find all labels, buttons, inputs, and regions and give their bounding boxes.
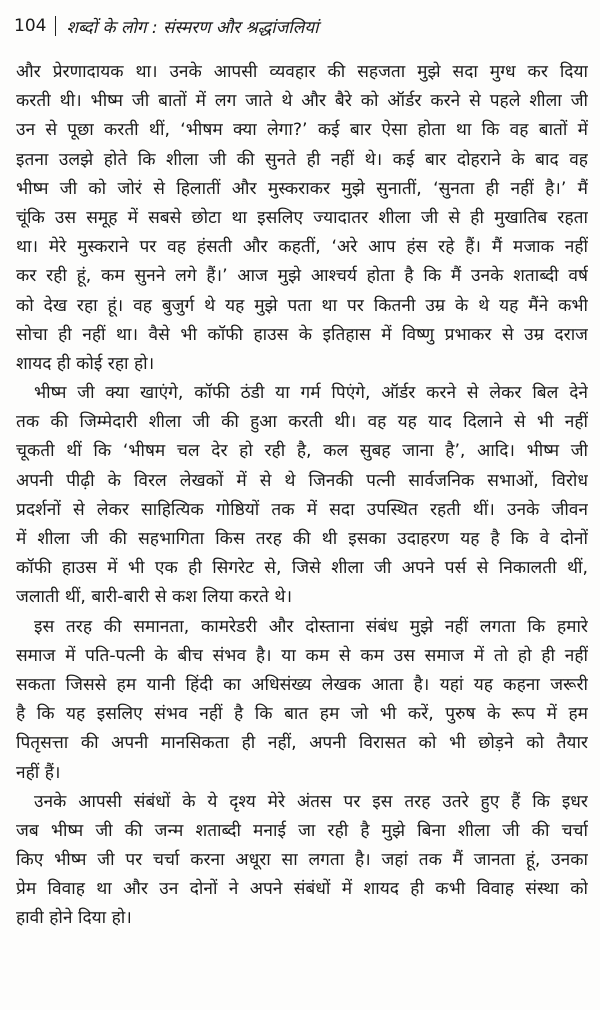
text-line: में शीला जी की सहभागिता किस तरह की थी इसका उदाहरण यह है कि वे दोनों xyxy=(16,529,588,549)
text-line: इस तरह की समानता, कामरेडरी और दोस्ताना संबंध मुझे नहीं लगता कि हमारे xyxy=(34,616,588,637)
text-line: किए भीष्म जी पर चर्चा करना अधूरा सा लगता है। जहां तक मैं जानता हूं, उनका xyxy=(16,850,588,871)
text-line: प्रदर्शनों से लेकर साहित्यिक गोष्ठियों तक में सदा उपस्थित रहती थीं। उनके जीवन xyxy=(16,499,588,520)
text-line: पितृसत्ता की अपनी मानसिकता ही नहीं, अपनी विरासत को भी छोड़ने को तैयार xyxy=(16,733,588,754)
text-line: शायद ही कोई रहा हो। xyxy=(16,353,155,374)
text-line: कर रही हूं, कम सुनने लगे हैं।’ आज मुझे आश्चर्य होता है कि मैं उनके शताब्दी वर्ष xyxy=(16,266,588,287)
paragraph xyxy=(16,58,588,379)
text-line: कॉफी हाउस में भी एक ही सिगरेट से, जिसे शीला जी अपने पर्स से निकालती थीं, xyxy=(16,558,588,579)
text-line: भीष्म जी क्या खाएंगे, कॉफी ठंडी या गर्म पिएंगे, ऑर्डर करने से लेकर बिल देने xyxy=(34,383,588,404)
text-line: इतना उलझे होते कि शीला जी की सुनते ही नहीं थे। कई बार दोहराने के बाद वह xyxy=(16,149,588,170)
text-line: नहीं हैं। xyxy=(16,762,61,783)
text-line: सोचा ही नहीं था। वैसे भी कॉफी हाउस के इतिहास में विष्णु प्रभाकर से उम्र दराज xyxy=(16,324,588,345)
text-line: अपनी पीढ़ी के विरल लेखकों में से थे जिनकी पत्नी सार्वजनिक सभाओं, विरोध xyxy=(16,470,588,491)
text-line: प्रेम विवाह था और उन दोनों ने अपने संबंधों में शायद ही कभी विवाह संस्था को xyxy=(16,879,588,900)
text-line: है कि यह इसलिए संभव नहीं है कि बात हम जो भी करें, पुरुष के रूप में हम xyxy=(16,704,588,725)
text-line: हावी होने दिया हो। xyxy=(16,908,132,929)
text-line: जब भीष्म जी की जन्म शताब्दी मनाई जा रही है मुझे बिना शीला जी की चर्चा xyxy=(16,820,588,841)
text-line: चूकती थीं कि ‘भीषम चल देर हो रही है, कल सुबह जाना है’, आदि। भीष्म जी xyxy=(16,441,588,462)
text-line: भीष्म जी को जोरं से हिलातीं और मुस्कराकर मुझे सुनातीं, ‘सुनता ही नहीं है।’ मैं xyxy=(16,178,588,199)
text-line: तक की जिम्मेदारी शीला जी की हुआ करती थी। वह यह याद दिलाने से भी नहीं xyxy=(16,412,588,433)
text-line: को देख रहा हूं। वह बुजुर्ग थे यह मुझे पता था पर कितनी उम्र के थे यह मैंने कभी xyxy=(16,295,588,316)
book-title: शब्दों के लोग : संस्मरण और श्रद्धांजलियां xyxy=(66,17,319,38)
text-line: चूंकि उस समूह में सबसे छोटा था इसलिए ज्यादातर शीला जी से ही मुखातिब रहता xyxy=(16,207,588,228)
paragraph xyxy=(16,379,588,613)
text-line: जलाती थीं, बारी-बारी से कश लिया करते थे। xyxy=(16,587,292,608)
body-text xyxy=(16,58,588,934)
text-line: समाज में पति-पत्नी के बीच संभव है। या कम से कम उस समाज में तो हो ही नहीं xyxy=(16,645,588,666)
text-line: और प्रेरणादायक था। उनके आपसी व्यवहार की सहजता मुझे सदा मुग्ध कर दिया xyxy=(16,62,588,82)
running-head xyxy=(14,12,319,40)
text-line: उनके आपसी संबंधों के ये दृश्य मेरे अंतस पर इस तरह उतरे हुए हैं कि इधर xyxy=(34,791,588,812)
page-number: 104 xyxy=(14,16,47,36)
text-line: था। मेरे मुस्कराने पर वह हंसती और कहतीं, ‘अरे आप हंस रहे हैं। मैं मजाक नहीं xyxy=(16,237,588,258)
text-line: सकता जिससे हम यानी हिंदी का अधिसंख्य लेखक आता है। यहां यह कहना जरूरी xyxy=(16,674,588,695)
text-line: उन से पूछा करती थीं, ‘भीषम क्या लेगा?’ कई बार ऐसा होता था कि वह बातों में xyxy=(16,120,588,141)
text-line: करती थी। भीष्म जी बातों में लग जाते थे और बैरे को ऑर्डर करने से पहले शीला जी xyxy=(16,91,588,112)
header-divider xyxy=(55,16,56,36)
paragraph xyxy=(16,613,588,788)
paragraph xyxy=(16,788,588,934)
